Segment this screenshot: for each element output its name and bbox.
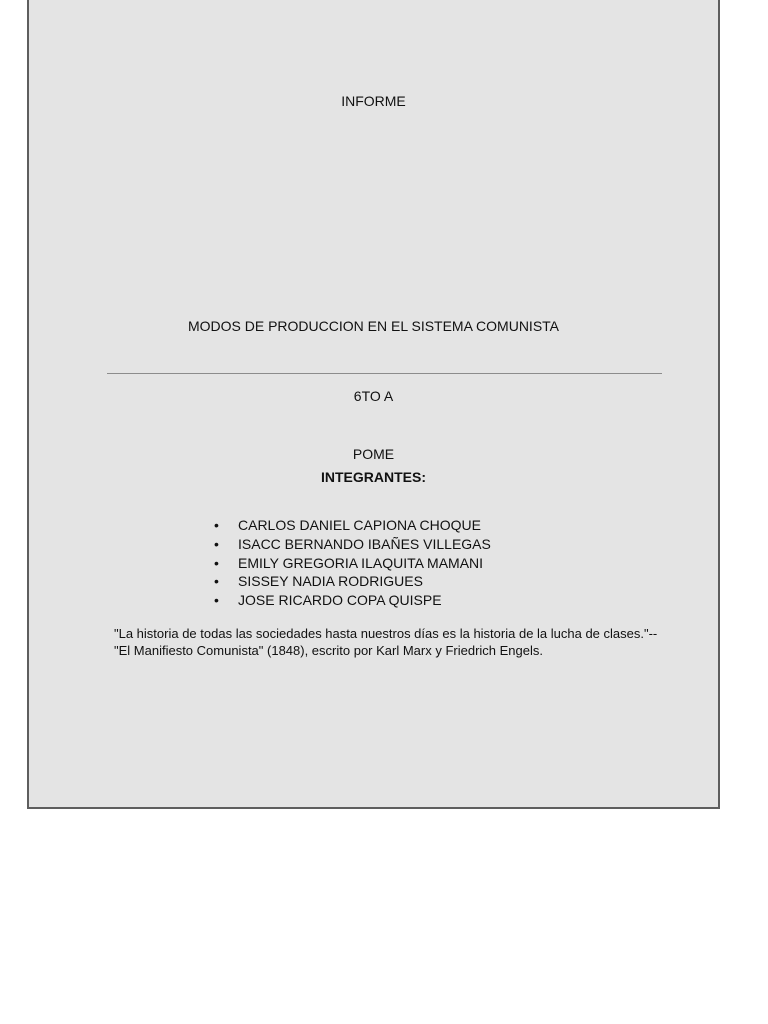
course-label: 6TO A — [353, 388, 394, 404]
quote-paragraph: "La historia de todas las sociedades hasta nuestros días es la historia de la lucha de clases."-- "El Manifiesto Comunista" (1848), escrito por Karl Marx y Friedrich Engels. — [114, 626, 658, 658]
members-list — [214, 517, 491, 611]
horizontal-divider — [107, 373, 662, 374]
document-title: INFORME — [341, 93, 406, 109]
bullet-icon: • — [214, 592, 219, 609]
member-name: SISSEY NADIA RODRIGUES — [238, 573, 423, 590]
document-subject: MODOS DE PRODUCCION EN EL SISTEMA COMUNISTA — [187, 318, 560, 334]
bullet-icon: • — [214, 573, 219, 590]
list-item — [214, 536, 491, 555]
document-page — [27, 0, 720, 809]
bullet-icon: • — [214, 535, 219, 552]
list-item — [214, 555, 491, 574]
list-item — [214, 592, 491, 611]
list-item — [214, 573, 491, 592]
subject-code: POME — [352, 446, 395, 462]
member-name: CARLOS DANIEL CAPIONA CHOQUE — [238, 517, 481, 533]
bullet-icon: • — [214, 517, 219, 533]
member-name: JOSE RICARDO COPA QUISPE — [238, 592, 442, 609]
bullet-icon: • — [214, 554, 219, 571]
member-name: ISACC BERNANDO IBAÑES VILLEGAS — [238, 535, 491, 552]
member-name: EMILY GREGORIA ILAQUITA MAMANI — [238, 554, 484, 571]
list-item — [214, 517, 491, 536]
members-heading: INTEGRANTES: — [321, 469, 426, 485]
